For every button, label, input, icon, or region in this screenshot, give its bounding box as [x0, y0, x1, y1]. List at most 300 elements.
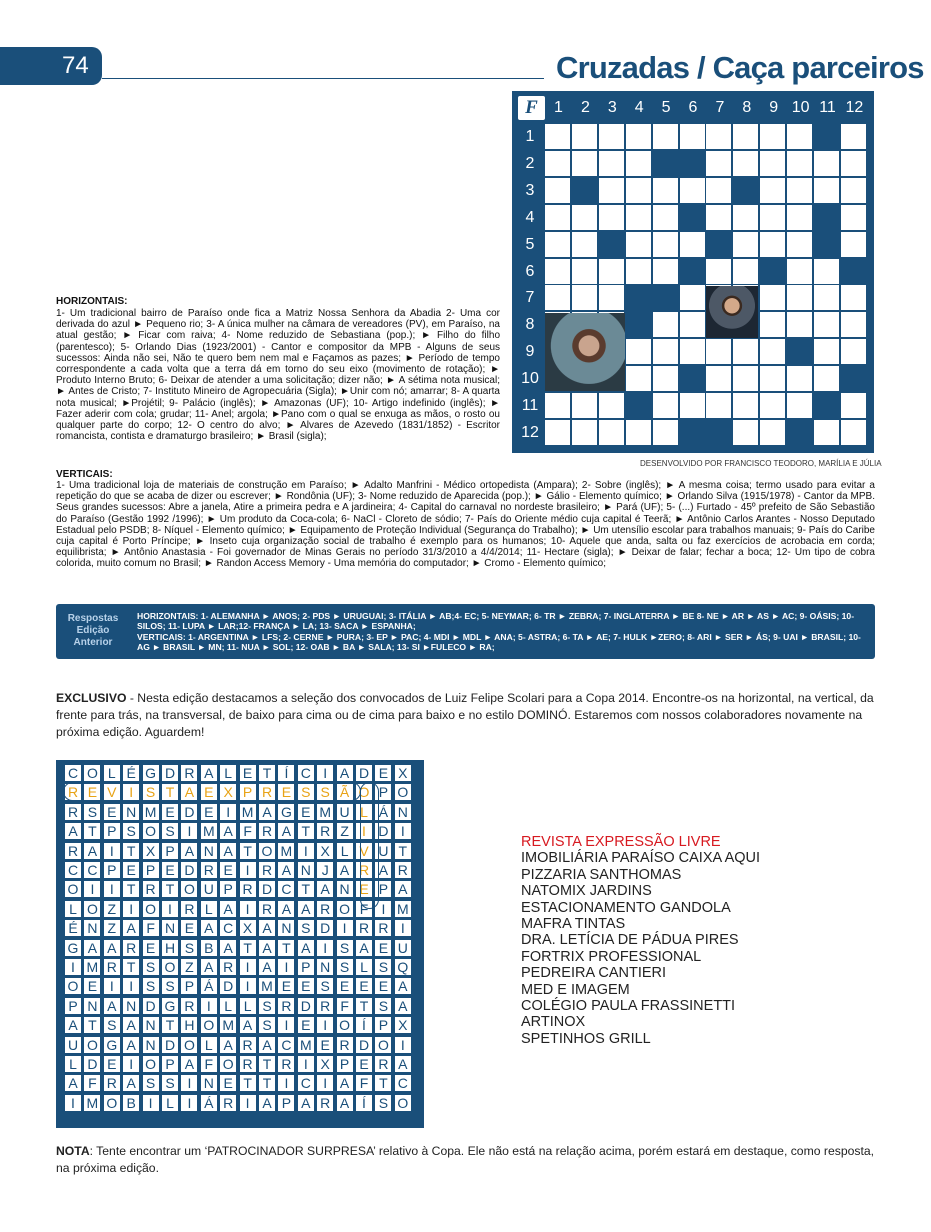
wordsearch-letter[interactable]: T [259, 765, 275, 781]
crossword-cell[interactable] [760, 393, 785, 418]
wordsearch-letter[interactable]: P [375, 784, 391, 800]
wordsearch-letter[interactable]: D [259, 881, 275, 897]
crossword-cell[interactable] [545, 285, 570, 310]
wordsearch-letter[interactable]: S [337, 940, 353, 956]
wordsearch-letter[interactable]: N [201, 843, 217, 859]
wordsearch-letter[interactable]: P [278, 1095, 294, 1111]
wordsearch-letter[interactable]: R [317, 823, 333, 839]
crossword-cell[interactable] [787, 393, 812, 418]
crossword-cell[interactable] [706, 259, 731, 284]
wordsearch-letter[interactable]: X [240, 920, 256, 936]
wordsearch-letter[interactable]: L [104, 765, 120, 781]
wordsearch-letter[interactable]: D [181, 804, 197, 820]
wordsearch-letter[interactable]: S [143, 978, 159, 994]
wordsearch-letter[interactable]: I [240, 959, 256, 975]
crossword-cell[interactable] [653, 420, 678, 445]
wordsearch-letter-found[interactable]: S [298, 784, 314, 800]
crossword-cell[interactable] [841, 232, 866, 257]
wordsearch-letter[interactable]: A [201, 765, 217, 781]
wordsearch-letter[interactable]: A [259, 940, 275, 956]
wordsearch-letter[interactable]: Z [104, 920, 120, 936]
crossword-cell[interactable] [733, 205, 758, 230]
wordsearch-letter[interactable]: I [395, 920, 411, 936]
wordsearch-letter[interactable]: Z [337, 823, 353, 839]
crossword-cell[interactable] [760, 151, 785, 176]
crossword-cell[interactable] [680, 178, 705, 203]
wordsearch-letter[interactable]: I [84, 881, 100, 897]
crossword-cell[interactable] [760, 312, 785, 337]
wordsearch-letter[interactable]: O [181, 1037, 197, 1053]
wordsearch-letter[interactable]: R [220, 959, 236, 975]
wordsearch-letter[interactable]: T [259, 1075, 275, 1091]
wordsearch-letter[interactable]: I [317, 940, 333, 956]
wordsearch-letter[interactable]: A [123, 1075, 139, 1091]
wordsearch-letter[interactable]: N [298, 862, 314, 878]
wordsearch-letter[interactable]: O [337, 1017, 353, 1033]
wordsearch-letter[interactable]: I [181, 1075, 197, 1091]
wordsearch-letter[interactable]: S [104, 1017, 120, 1033]
wordsearch-letter-found[interactable]: S [317, 784, 333, 800]
crossword-cell[interactable] [706, 339, 731, 364]
crossword-cell[interactable] [841, 393, 866, 418]
wordsearch-letter[interactable]: Í [356, 1095, 372, 1111]
wordsearch-letter[interactable]: R [240, 1037, 256, 1053]
wordsearch-letter[interactable]: E [220, 862, 236, 878]
wordsearch-letter[interactable]: C [84, 862, 100, 878]
wordsearch-letter[interactable]: F [143, 920, 159, 936]
wordsearch-letter[interactable]: A [220, 940, 236, 956]
crossword-cell[interactable] [626, 232, 651, 257]
wordsearch-letter[interactable]: O [143, 901, 159, 917]
wordsearch-letter[interactable]: M [395, 901, 411, 917]
wordsearch-letter[interactable]: A [395, 881, 411, 897]
wordsearch-letter[interactable]: S [84, 804, 100, 820]
wordsearch-letter[interactable]: A [317, 881, 333, 897]
crossword-cell[interactable] [787, 312, 812, 337]
wordsearch-letter-found[interactable]: A [181, 784, 197, 800]
crossword-cell[interactable] [680, 232, 705, 257]
wordsearch-letter[interactable]: I [278, 959, 294, 975]
wordsearch-letter[interactable]: C [298, 765, 314, 781]
wordsearch-letter[interactable]: I [240, 1095, 256, 1111]
wordsearch-letter[interactable]: O [259, 843, 275, 859]
wordsearch-letter[interactable]: I [240, 901, 256, 917]
crossword-cell[interactable] [760, 232, 785, 257]
crossword-cell[interactable] [733, 339, 758, 364]
wordsearch-letter[interactable]: S [317, 978, 333, 994]
crossword-cell[interactable] [626, 151, 651, 176]
wordsearch-letter[interactable]: S [181, 940, 197, 956]
crossword-cell[interactable] [680, 312, 705, 337]
crossword-cell[interactable] [599, 285, 624, 310]
crossword-cell[interactable] [841, 285, 866, 310]
wordsearch-letter[interactable]: O [220, 1056, 236, 1072]
crossword-cell[interactable] [680, 339, 705, 364]
wordsearch-letter[interactable]: I [104, 881, 120, 897]
wordsearch-letter[interactable]: Í [278, 765, 294, 781]
wordsearch-letter[interactable]: R [317, 998, 333, 1014]
wordsearch-letter[interactable]: I [162, 901, 178, 917]
wordsearch-letter[interactable]: Z [104, 901, 120, 917]
wordsearch-letter[interactable]: T [259, 1056, 275, 1072]
wordsearch-letter[interactable]: I [123, 978, 139, 994]
wordsearch-letter[interactable]: C [395, 1075, 411, 1091]
wordsearch-letter[interactable]: É [123, 765, 139, 781]
wordsearch-letter[interactable]: R [181, 998, 197, 1014]
wordsearch-letter[interactable]: S [162, 1075, 178, 1091]
crossword-cell[interactable] [706, 205, 731, 230]
crossword-cell[interactable] [626, 420, 651, 445]
wordsearch-letter-found[interactable]: V [356, 843, 372, 859]
wordsearch-letter[interactable]: S [337, 959, 353, 975]
wordsearch-letter[interactable]: T [123, 959, 139, 975]
wordsearch-letter[interactable]: A [65, 823, 81, 839]
wordsearch-letter[interactable]: E [375, 940, 391, 956]
wordsearch-letter[interactable]: I [337, 920, 353, 936]
wordsearch-letter[interactable]: A [181, 843, 197, 859]
crossword-cell[interactable] [653, 339, 678, 364]
wordsearch-letter[interactable]: A [356, 940, 372, 956]
crossword-cell[interactable] [626, 366, 651, 391]
wordsearch-letter[interactable]: A [123, 1017, 139, 1033]
wordsearch-letter[interactable]: P [298, 959, 314, 975]
wordsearch-letter[interactable]: M [240, 804, 256, 820]
wordsearch-letter[interactable]: I [181, 1095, 197, 1111]
wordsearch-letter[interactable]: P [162, 1056, 178, 1072]
wordsearch-letter[interactable]: L [201, 901, 217, 917]
crossword-cell[interactable] [545, 232, 570, 257]
crossword-cell[interactable] [545, 205, 570, 230]
wordsearch-letter[interactable]: R [317, 901, 333, 917]
wordsearch-letter[interactable]: A [375, 862, 391, 878]
wordsearch-letter[interactable]: G [162, 998, 178, 1014]
wordsearch-letter[interactable]: A [298, 940, 314, 956]
wordsearch-letter[interactable]: O [337, 901, 353, 917]
wordsearch-letter[interactable]: I [123, 1056, 139, 1072]
crossword-cell[interactable] [787, 259, 812, 284]
wordsearch-letter[interactable]: A [337, 862, 353, 878]
wordsearch-letter[interactable]: E [181, 920, 197, 936]
wordsearch-letter[interactable]: T [84, 1017, 100, 1033]
wordsearch-letter[interactable]: C [65, 862, 81, 878]
wordsearch-letter[interactable]: I [317, 765, 333, 781]
crossword-cell[interactable] [653, 312, 678, 337]
wordsearch-letter[interactable]: Í [356, 1017, 372, 1033]
wordsearch-letter[interactable]: T [162, 881, 178, 897]
crossword-cell[interactable] [733, 366, 758, 391]
crossword-cell[interactable] [626, 339, 651, 364]
crossword-cell[interactable] [545, 124, 570, 149]
wordsearch-letter[interactable]: E [84, 978, 100, 994]
crossword-cell[interactable] [706, 178, 731, 203]
crossword-cell[interactable] [680, 393, 705, 418]
wordsearch-letter[interactable]: O [65, 881, 81, 897]
crossword-cell[interactable] [841, 205, 866, 230]
wordsearch-letter[interactable]: O [181, 881, 197, 897]
wordsearch-letter[interactable]: N [143, 1017, 159, 1033]
crossword-cell[interactable] [814, 366, 839, 391]
wordsearch-letter[interactable]: F [356, 1075, 372, 1091]
wordsearch-letter[interactable]: S [259, 1017, 275, 1033]
crossword-cell[interactable] [599, 178, 624, 203]
wordsearch-letter[interactable]: J [317, 862, 333, 878]
wordsearch-letter[interactable]: I [317, 1017, 333, 1033]
crossword-cell[interactable] [814, 339, 839, 364]
crossword-cell[interactable] [733, 151, 758, 176]
wordsearch-letter[interactable]: F [356, 901, 372, 917]
wordsearch-letter[interactable]: T [123, 881, 139, 897]
wordsearch-letter[interactable]: A [201, 959, 217, 975]
crossword-cell[interactable] [653, 205, 678, 230]
wordsearch-letter[interactable]: R [240, 881, 256, 897]
wordsearch-letter[interactable]: É [65, 920, 81, 936]
wordsearch-letter[interactable]: B [123, 1095, 139, 1111]
wordsearch-letter[interactable]: P [220, 881, 236, 897]
wordsearch-letter[interactable]: P [181, 978, 197, 994]
wordsearch-letter[interactable]: R [181, 765, 197, 781]
wordsearch-letter[interactable]: R [375, 1056, 391, 1072]
wordsearch-letter[interactable]: U [65, 1037, 81, 1053]
wordsearch-letter[interactable]: C [278, 881, 294, 897]
wordsearch-letter[interactable]: A [220, 1037, 236, 1053]
wordsearch-letter[interactable]: T [240, 1075, 256, 1091]
wordsearch-letter[interactable]: D [162, 765, 178, 781]
wordsearch-letter[interactable]: U [395, 940, 411, 956]
wordsearch-letter[interactable]: R [65, 804, 81, 820]
crossword-cell[interactable] [760, 420, 785, 445]
wordsearch-letter[interactable]: I [104, 978, 120, 994]
wordsearch-letter[interactable]: E [375, 978, 391, 994]
wordsearch-letter[interactable]: N [395, 804, 411, 820]
crossword-cell[interactable] [626, 205, 651, 230]
crossword-cell[interactable] [545, 178, 570, 203]
wordsearch-letter[interactable]: D [375, 823, 391, 839]
wordsearch-letter[interactable]: A [337, 765, 353, 781]
wordsearch-letter[interactable]: I [278, 1075, 294, 1091]
wordsearch-letter[interactable]: S [375, 1095, 391, 1111]
wordsearch-letter[interactable]: P [162, 843, 178, 859]
wordsearch-letter[interactable]: D [356, 1037, 372, 1053]
wordsearch-letter[interactable]: T [298, 881, 314, 897]
wordsearch-letter[interactable]: B [201, 940, 217, 956]
wordsearch-letter[interactable]: M [278, 843, 294, 859]
wordsearch-letter[interactable]: I [104, 843, 120, 859]
wordsearch-letter[interactable]: A [395, 1056, 411, 1072]
wordsearch-letter[interactable]: X [317, 843, 333, 859]
wordsearch-letter[interactable]: L [356, 959, 372, 975]
wordsearch-letter[interactable]: A [259, 959, 275, 975]
wordsearch-letter[interactable]: A [259, 804, 275, 820]
wordsearch-letter[interactable]: R [278, 998, 294, 1014]
crossword-cell[interactable] [787, 124, 812, 149]
wordsearch-letter[interactable]: A [123, 1037, 139, 1053]
wordsearch-letter[interactable]: R [143, 881, 159, 897]
wordsearch-letter[interactable]: N [84, 920, 100, 936]
crossword-cell[interactable] [572, 151, 597, 176]
wordsearch-letter[interactable]: I [240, 978, 256, 994]
wordsearch-letter[interactable]: X [143, 843, 159, 859]
crossword-cell[interactable] [787, 205, 812, 230]
crossword-cell[interactable] [545, 420, 570, 445]
wordsearch-letter[interactable]: E [123, 862, 139, 878]
wordsearch-letter-found[interactable]: R [65, 784, 81, 800]
wordsearch-letter[interactable]: G [104, 1037, 120, 1053]
crossword-cell[interactable] [841, 312, 866, 337]
crossword-cell[interactable] [760, 124, 785, 149]
crossword-cell[interactable] [653, 393, 678, 418]
crossword-cell[interactable] [787, 151, 812, 176]
crossword-cell[interactable] [706, 124, 731, 149]
wordsearch-letter[interactable]: O [201, 1017, 217, 1033]
wordsearch-letter-found[interactable]: X [220, 784, 236, 800]
wordsearch-letter[interactable]: E [337, 978, 353, 994]
crossword-cell[interactable] [599, 205, 624, 230]
wordsearch-letter[interactable]: E [278, 978, 294, 994]
crossword-cell[interactable] [841, 339, 866, 364]
wordsearch-letter[interactable]: Á [201, 978, 217, 994]
wordsearch-letter[interactable]: R [240, 1056, 256, 1072]
wordsearch-letter[interactable]: T [240, 940, 256, 956]
wordsearch-letter[interactable]: T [375, 1075, 391, 1091]
wordsearch-letter[interactable]: A [84, 843, 100, 859]
wordsearch-letter-found[interactable]: O [356, 784, 372, 800]
wordsearch-letter[interactable]: P [104, 862, 120, 878]
crossword-cell[interactable] [706, 151, 731, 176]
wordsearch-letter[interactable]: L [201, 1037, 217, 1053]
wordsearch-letter[interactable]: I [298, 843, 314, 859]
crossword-cell[interactable] [653, 124, 678, 149]
crossword-cell[interactable] [545, 393, 570, 418]
crossword-cell[interactable] [760, 285, 785, 310]
wordsearch-letter[interactable]: F [337, 998, 353, 1014]
crossword-cell[interactable] [545, 259, 570, 284]
wordsearch-letter[interactable]: T [84, 823, 100, 839]
crossword-cell[interactable] [760, 366, 785, 391]
wordsearch-letter[interactable]: A [259, 1095, 275, 1111]
wordsearch-letter[interactable]: R [181, 901, 197, 917]
wordsearch-letter[interactable]: A [278, 901, 294, 917]
wordsearch-letter[interactable]: M [259, 978, 275, 994]
wordsearch-letter[interactable]: M [298, 1037, 314, 1053]
wordsearch-letter[interactable]: C [298, 1075, 314, 1091]
crossword-cell[interactable] [680, 124, 705, 149]
wordsearch-letter[interactable]: A [298, 1095, 314, 1111]
crossword-cell[interactable] [841, 124, 866, 149]
crossword-cell[interactable] [599, 393, 624, 418]
wordsearch-letter[interactable]: R [104, 959, 120, 975]
wordsearch-letter[interactable]: E [104, 1056, 120, 1072]
wordsearch-letter[interactable]: R [317, 1095, 333, 1111]
wordsearch-letter[interactable]: N [201, 1075, 217, 1091]
wordsearch-letter[interactable]: I [65, 1095, 81, 1111]
wordsearch-letter[interactable]: O [143, 1056, 159, 1072]
crossword-cell[interactable] [680, 285, 705, 310]
wordsearch-letter[interactable]: P [65, 998, 81, 1014]
crossword-cell[interactable] [653, 232, 678, 257]
wordsearch-letter[interactable]: F [240, 823, 256, 839]
wordsearch-letter[interactable]: M [317, 804, 333, 820]
wordsearch-letter[interactable]: C [220, 920, 236, 936]
wordsearch-letter[interactable]: E [201, 804, 217, 820]
wordsearch-letter[interactable]: A [298, 901, 314, 917]
wordsearch-letter[interactable]: T [278, 940, 294, 956]
crossword-cell[interactable] [626, 178, 651, 203]
wordsearch-letter[interactable]: D [356, 765, 372, 781]
wordsearch-letter[interactable]: I [220, 804, 236, 820]
wordsearch-letter[interactable]: E [298, 978, 314, 994]
wordsearch-letter[interactable]: A [337, 1075, 353, 1091]
crossword-cell[interactable] [814, 312, 839, 337]
crossword-cell[interactable] [733, 259, 758, 284]
wordsearch-letter[interactable]: D [143, 998, 159, 1014]
wordsearch-letter-found[interactable]: Ã [337, 784, 353, 800]
crossword-cell[interactable] [599, 420, 624, 445]
wordsearch-letter[interactable]: D [317, 920, 333, 936]
wordsearch-letter[interactable]: D [298, 998, 314, 1014]
wordsearch-letter[interactable]: E [375, 765, 391, 781]
wordsearch-letter[interactable]: A [395, 998, 411, 1014]
wordsearch-letter[interactable]: N [143, 1037, 159, 1053]
wordsearch-letter[interactable]: S [162, 823, 178, 839]
wordsearch-letter[interactable]: E [240, 765, 256, 781]
wordsearch-letter[interactable]: O [375, 1037, 391, 1053]
wordsearch-letter[interactable]: I [181, 823, 197, 839]
crossword-cell[interactable] [787, 232, 812, 257]
wordsearch-letter-found[interactable]: E [84, 784, 100, 800]
wordsearch-letter[interactable]: G [65, 940, 81, 956]
crossword-cell[interactable] [706, 393, 731, 418]
crossword-cell[interactable] [733, 393, 758, 418]
crossword-cell[interactable] [572, 259, 597, 284]
crossword-cell[interactable] [787, 366, 812, 391]
wordsearch-letter[interactable]: A [65, 1017, 81, 1033]
wordsearch-letter-found[interactable]: E [201, 784, 217, 800]
wordsearch-letter-found[interactable]: E [278, 784, 294, 800]
wordsearch-letter[interactable]: Á [201, 1095, 217, 1111]
crossword-cell[interactable] [787, 178, 812, 203]
wordsearch-letter[interactable]: P [104, 823, 120, 839]
wordsearch-letter-found[interactable]: S [143, 784, 159, 800]
wordsearch-letter[interactable]: R [278, 1056, 294, 1072]
crossword-cell[interactable] [814, 420, 839, 445]
crossword-cell[interactable] [706, 366, 731, 391]
crossword-cell[interactable] [787, 285, 812, 310]
wordsearch-letter[interactable]: U [337, 804, 353, 820]
wordsearch-letter[interactable]: P [375, 1017, 391, 1033]
wordsearch-letter[interactable]: D [181, 862, 197, 878]
wordsearch-letter[interactable]: I [201, 998, 217, 1014]
wordsearch-letter[interactable]: H [181, 1017, 197, 1033]
wordsearch-letter[interactable]: S [298, 920, 314, 936]
wordsearch-letter[interactable]: T [395, 843, 411, 859]
wordsearch-letter[interactable]: S [143, 959, 159, 975]
wordsearch-letter[interactable]: P [143, 862, 159, 878]
wordsearch-letter[interactable]: A [278, 862, 294, 878]
crossword-cell[interactable] [814, 259, 839, 284]
crossword-cell[interactable] [814, 178, 839, 203]
wordsearch-letter[interactable]: L [65, 901, 81, 917]
crossword-cell[interactable] [653, 259, 678, 284]
wordsearch-letter[interactable]: O [84, 765, 100, 781]
wordsearch-letter[interactable]: S [123, 823, 139, 839]
wordsearch-letter[interactable]: F [84, 1075, 100, 1091]
wordsearch-letter[interactable]: D [84, 1056, 100, 1072]
crossword-cell[interactable] [599, 124, 624, 149]
wordsearch-letter[interactable]: T [123, 843, 139, 859]
wordsearch-letter[interactable]: A [278, 823, 294, 839]
crossword-cell[interactable] [733, 124, 758, 149]
wordsearch-letter[interactable]: E [162, 862, 178, 878]
